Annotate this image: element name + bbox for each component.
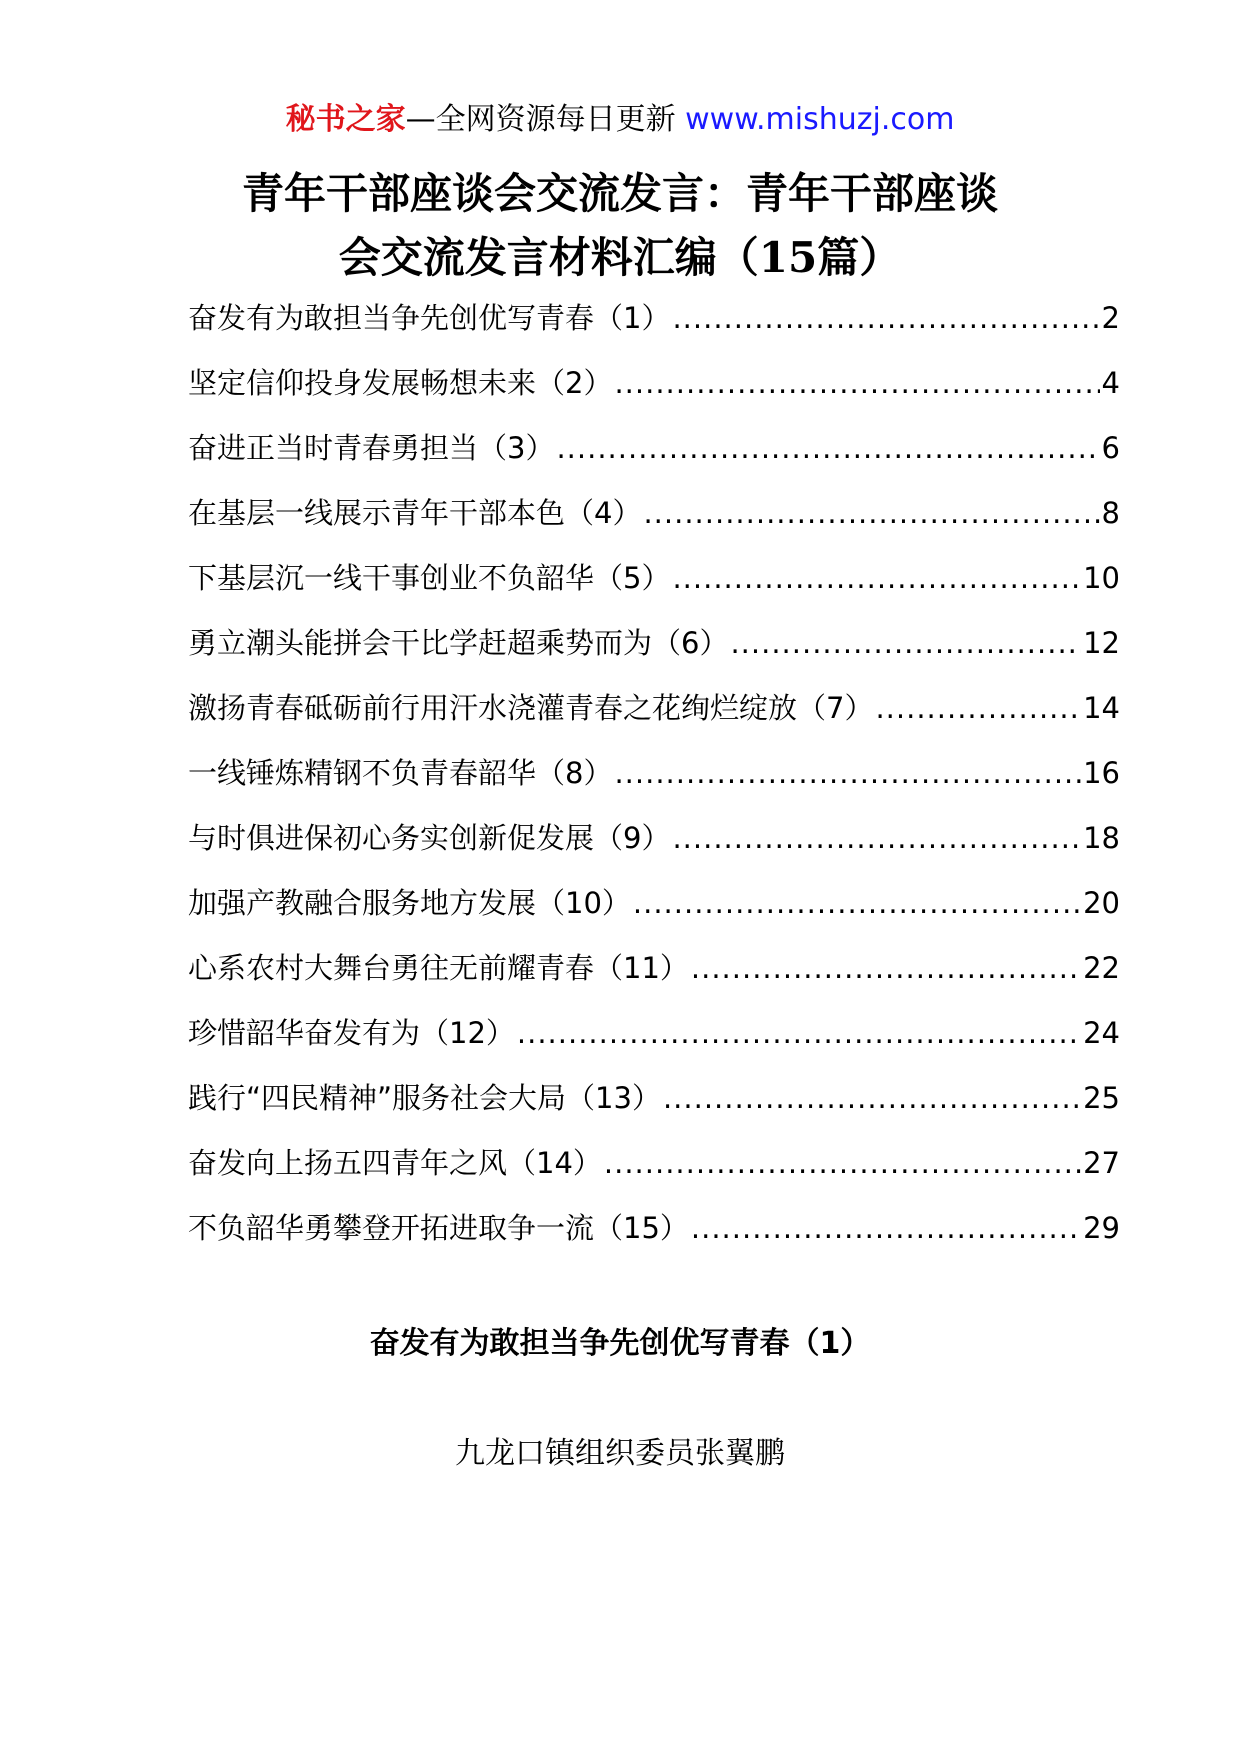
- toc-dot-leader: [614, 366, 1099, 400]
- toc-dot-leader: [663, 1081, 1081, 1115]
- toc-entry-title: 践行“四民精神”服务社会大局（13）: [188, 1081, 661, 1115]
- toc-entry-title: 奋发向上扬五四青年之风（14）: [188, 1146, 602, 1180]
- toc-entry-title: 坚定信仰投身发展畅想未来（2）: [188, 366, 613, 400]
- toc-dot-leader: [730, 626, 1081, 660]
- toc-entry-title: 奋发有为敢担当争先创优写青春（1）: [188, 301, 671, 335]
- toc-entry-page-number: 20: [1083, 886, 1120, 920]
- toc-entry[interactable]: [188, 1141, 1120, 1206]
- toc-entry-title: 不负韶华勇攀登开拓进取争一流（15）: [188, 1211, 689, 1245]
- toc-dot-leader: [672, 821, 1081, 855]
- toc-dot-leader: [691, 951, 1081, 985]
- toc-entry[interactable]: [188, 946, 1120, 1011]
- site-url-link[interactable]: www.mishuzj.com: [685, 102, 955, 137]
- toc-entry-page-number: 14: [1083, 691, 1120, 725]
- toc-entry-title: 奋进正当时青春勇担当（3）: [188, 431, 555, 465]
- toc-entry-page-number: 6: [1101, 431, 1120, 465]
- toc-dot-leader: [517, 1016, 1081, 1050]
- toc-entry[interactable]: [188, 1206, 1120, 1271]
- toc-dot-leader: [691, 1211, 1081, 1245]
- toc-entry-title: 下基层沉一线干事创业不负韶华（5）: [188, 561, 671, 595]
- document-title-line-1: 青年干部座谈会交流发言：青年干部座谈: [241, 169, 998, 218]
- toc-entry[interactable]: [188, 426, 1120, 491]
- section-heading: 奋发有为敢担当争先创优写青春（1）: [369, 1326, 871, 1361]
- header-slogan: —全网资源每日更新: [405, 102, 676, 137]
- toc-entry[interactable]: [188, 361, 1120, 426]
- toc-dot-leader: [875, 691, 1081, 725]
- table-of-contents: [188, 296, 1120, 1271]
- toc-entry-title: 珍惜韶华奋发有为（12）: [188, 1016, 515, 1050]
- toc-entry[interactable]: [188, 491, 1120, 556]
- toc-entry-title: 勇立潮头能拼会干比学赶超乘势而为（6）: [188, 626, 729, 660]
- toc-entry[interactable]: [188, 296, 1120, 361]
- toc-entry-page-number: 8: [1101, 496, 1120, 530]
- toc-entry-page-number: 29: [1083, 1211, 1120, 1245]
- toc-dot-leader: [614, 756, 1081, 790]
- toc-entry-page-number: 12: [1083, 626, 1120, 660]
- toc-entry-title: 在基层一线展示青年干部本色（4）: [188, 496, 642, 530]
- toc-dot-leader: [633, 886, 1081, 920]
- toc-dot-leader: [672, 301, 1099, 335]
- toc-entry-page-number: 24: [1083, 1016, 1120, 1050]
- toc-entry[interactable]: [188, 556, 1120, 621]
- toc-entry[interactable]: [188, 1076, 1120, 1141]
- document-title-line-2: 会交流发言材料汇编（15篇）: [338, 233, 902, 282]
- toc-dot-leader: [643, 496, 1099, 530]
- toc-entry-title: 一线锤炼精钢不负青春韶华（8）: [188, 756, 613, 790]
- site-header: [0, 100, 1240, 140]
- toc-entry-page-number: 16: [1083, 756, 1120, 790]
- toc-entry[interactable]: [188, 816, 1120, 881]
- toc-entry-page-number: 10: [1083, 561, 1120, 595]
- toc-dot-leader: [556, 431, 1099, 465]
- toc-entry[interactable]: [188, 1011, 1120, 1076]
- toc-entry-page-number: 27: [1083, 1146, 1120, 1180]
- toc-entry-page-number: 4: [1101, 366, 1120, 400]
- toc-dot-leader: [604, 1146, 1081, 1180]
- toc-entry-page-number: 22: [1083, 951, 1120, 985]
- toc-entry[interactable]: [188, 621, 1120, 686]
- toc-entry[interactable]: [188, 686, 1120, 751]
- toc-entry-page-number: 2: [1101, 301, 1120, 335]
- toc-dot-leader: [672, 561, 1081, 595]
- toc-entry-title: 加强产教融合服务地方发展（10）: [188, 886, 631, 920]
- toc-entry-title: 心系农村大舞台勇往无前耀青春（11）: [188, 951, 689, 985]
- toc-entry-title: 激扬青春砥砺前行用汗水浇灌青春之花绚烂绽放（7）: [188, 691, 874, 725]
- brand-name: 秘书之家: [285, 102, 406, 137]
- author-line: 九龙口镇组织委员张翼鹏: [455, 1436, 785, 1471]
- toc-entry-title: 与时俱进保初心务实创新促发展（9）: [188, 821, 671, 855]
- document-title: [0, 162, 1240, 290]
- toc-entry-page-number: 18: [1083, 821, 1120, 855]
- toc-entry[interactable]: [188, 881, 1120, 946]
- toc-entry[interactable]: [188, 751, 1120, 816]
- toc-entry-page-number: 25: [1083, 1081, 1120, 1115]
